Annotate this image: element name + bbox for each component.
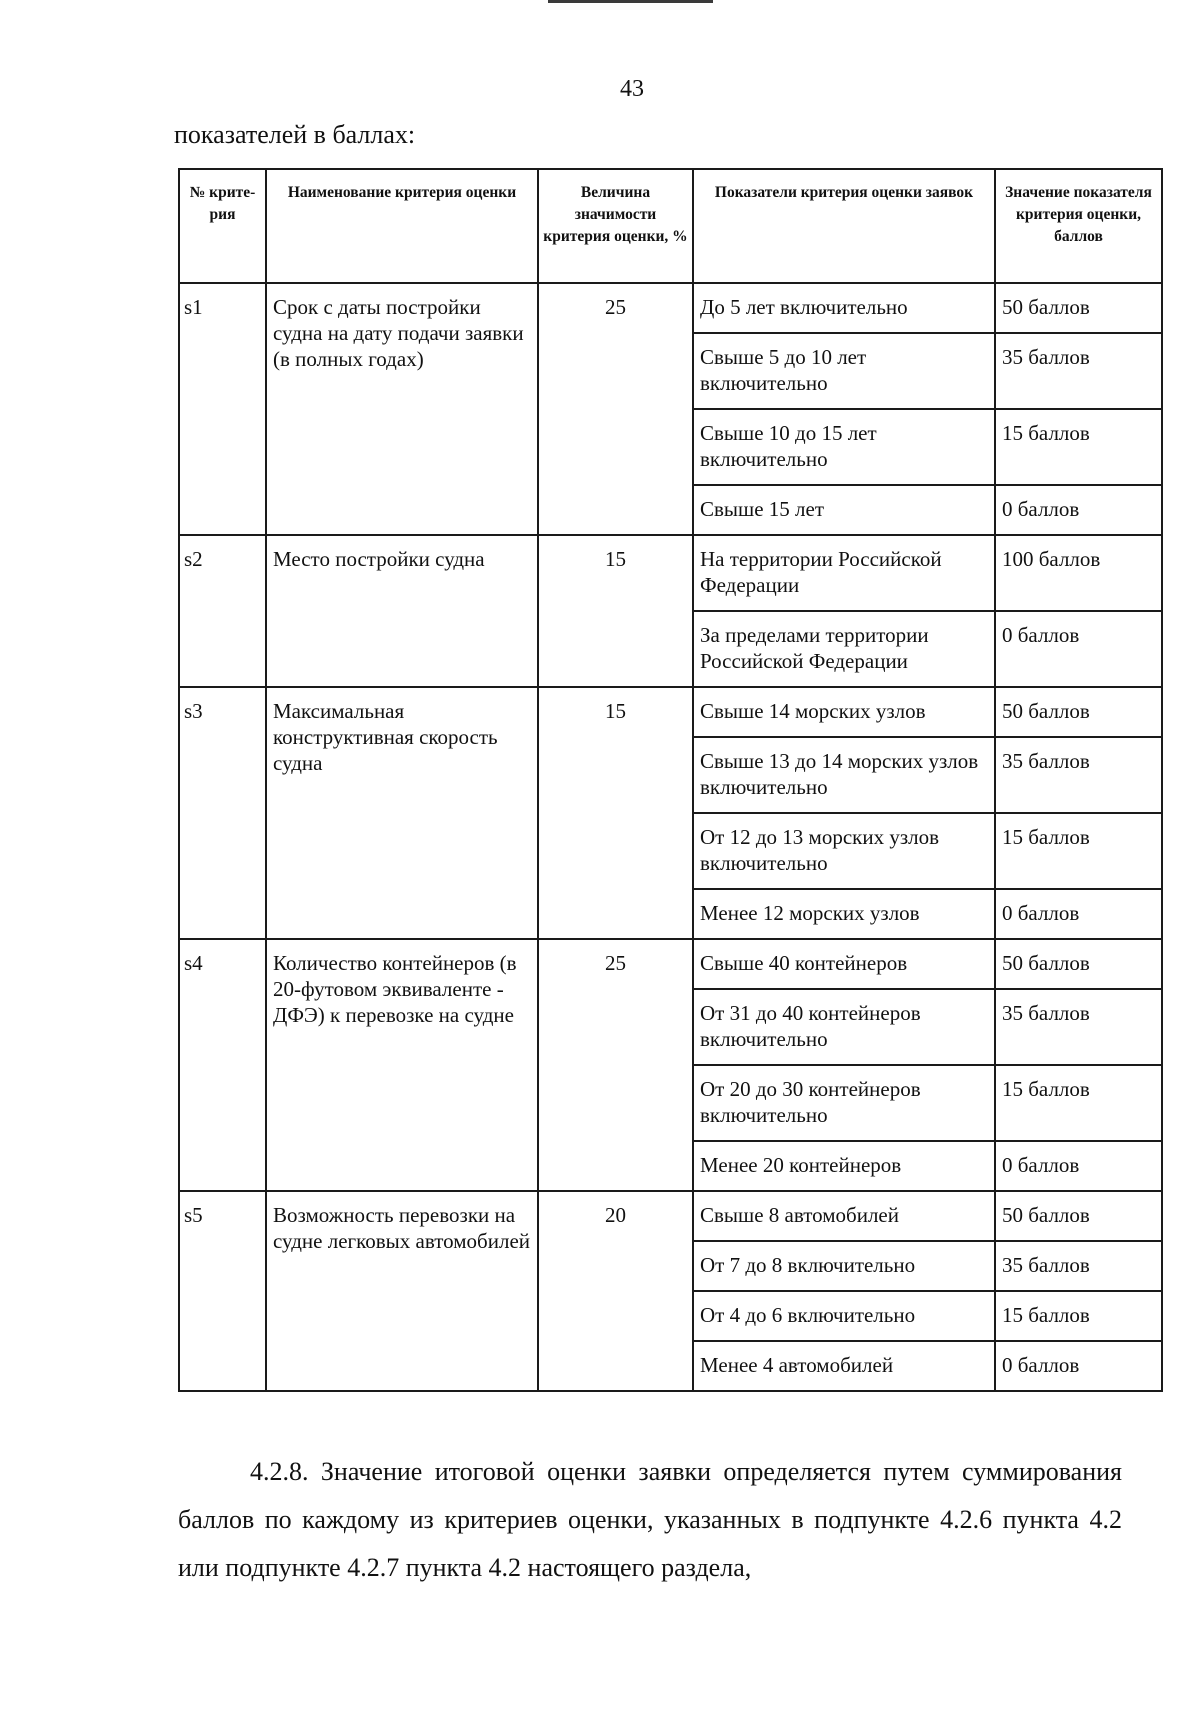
- criterion-code: s4: [179, 939, 266, 1191]
- indicator-cell: Свыше 40 контейнеров: [693, 939, 995, 989]
- indicator-cell: За пределами территории Российской Федерации: [693, 611, 995, 687]
- criterion-name: Количество контейнеров (в 20-футовом эквиваленте - ДФЭ) к перевозке на судне: [266, 939, 538, 1191]
- value-cell: 50 баллов: [995, 939, 1162, 989]
- indicator-cell: Свыше 10 до 15 лет включительно: [693, 409, 995, 485]
- value-cell: 0 баллов: [995, 889, 1162, 939]
- table-row: [179, 1191, 1162, 1241]
- header-indicators: Показатели критерия оценки заявок: [693, 169, 995, 283]
- table-row: [179, 535, 1162, 611]
- criterion-name: Максимальная конструктивная скорость судна: [266, 687, 538, 939]
- indicator-cell: До 5 лет включительно: [693, 283, 995, 333]
- value-cell: 15 баллов: [995, 1291, 1162, 1341]
- criterion-weight: 25: [538, 283, 693, 535]
- table-row: [179, 687, 1162, 737]
- value-cell: 50 баллов: [995, 687, 1162, 737]
- value-cell: 0 баллов: [995, 1341, 1162, 1391]
- table-header-row: [179, 169, 1162, 283]
- criterion-weight: 20: [538, 1191, 693, 1391]
- indicator-cell: Менее 20 контейнеров: [693, 1141, 995, 1191]
- indicator-cell: Свыше 13 до 14 морских узлов включительно: [693, 737, 995, 813]
- value-cell: 35 баллов: [995, 333, 1162, 409]
- criterion-code: s1: [179, 283, 266, 535]
- indicator-cell: От 31 до 40 контейнеров включительно: [693, 989, 995, 1065]
- intro-text: показателей в баллах:: [174, 120, 416, 149]
- value-cell: 50 баллов: [995, 1191, 1162, 1241]
- value-cell: 15 баллов: [995, 813, 1162, 889]
- header-name: Наименование критерия оценки: [266, 169, 538, 283]
- value-cell: 35 баллов: [995, 989, 1162, 1065]
- indicator-cell: На территории Российской Федерации: [693, 535, 995, 611]
- header-weight: Величина значимости критерия оценки, %: [538, 169, 693, 283]
- indicator-cell: От 7 до 8 включительно: [693, 1241, 995, 1291]
- criterion-name: Место постройки судна: [266, 535, 538, 687]
- table-row: [179, 283, 1162, 333]
- criterion-weight: 15: [538, 535, 693, 687]
- value-cell: 0 баллов: [995, 485, 1162, 535]
- value-cell: 0 баллов: [995, 1141, 1162, 1191]
- indicator-cell: Менее 4 автомобилей: [693, 1341, 995, 1391]
- header-number: № крите-рия: [179, 169, 266, 283]
- body-paragraph: [178, 1448, 1122, 1592]
- criterion-weight: 15: [538, 687, 693, 939]
- criterion-weight: 25: [538, 939, 693, 1191]
- indicator-cell: Свыше 15 лет: [693, 485, 995, 535]
- page-number: 43: [620, 76, 644, 102]
- indicator-cell: От 12 до 13 морских узлов включительно: [693, 813, 995, 889]
- indicator-cell: От 4 до 6 включительно: [693, 1291, 995, 1341]
- value-cell: 15 баллов: [995, 409, 1162, 485]
- indicator-cell: Свыше 14 морских узлов: [693, 687, 995, 737]
- top-scan-mark: [548, 0, 713, 3]
- header-value: Значение показателя критерия оценки, баллов: [995, 169, 1162, 283]
- value-cell: 50 баллов: [995, 283, 1162, 333]
- criterion-name: Срок с даты постройки судна на дату подачи заявки (в полных годах): [266, 283, 538, 535]
- value-cell: 100 баллов: [995, 535, 1162, 611]
- indicator-cell: Свыше 8 автомобилей: [693, 1191, 995, 1241]
- criteria-table: [178, 168, 1163, 1392]
- indicator-cell: От 20 до 30 контейнеров включительно: [693, 1065, 995, 1141]
- criterion-name: Возможность перевозки на судне легковых автомобилей: [266, 1191, 538, 1391]
- indicator-cell: Менее 12 морских узлов: [693, 889, 995, 939]
- indicator-cell: Свыше 5 до 10 лет включительно: [693, 333, 995, 409]
- paragraph-text: 4.2.8. Значение итоговой оценки заявки определяется путем суммирования баллов по каждому из критериев оценки, указанных в подпункте 4.2.6 пункта 4.2 или подпункте 4.2.7 пункта 4.2 настоящего раздела,: [178, 1457, 1122, 1582]
- criterion-code: s5: [179, 1191, 266, 1391]
- value-cell: 0 баллов: [995, 611, 1162, 687]
- table-row: [179, 939, 1162, 989]
- value-cell: 15 баллов: [995, 1065, 1162, 1141]
- value-cell: 35 баллов: [995, 737, 1162, 813]
- criterion-code: s2: [179, 535, 266, 687]
- value-cell: 35 баллов: [995, 1241, 1162, 1291]
- criterion-code: s3: [179, 687, 266, 939]
